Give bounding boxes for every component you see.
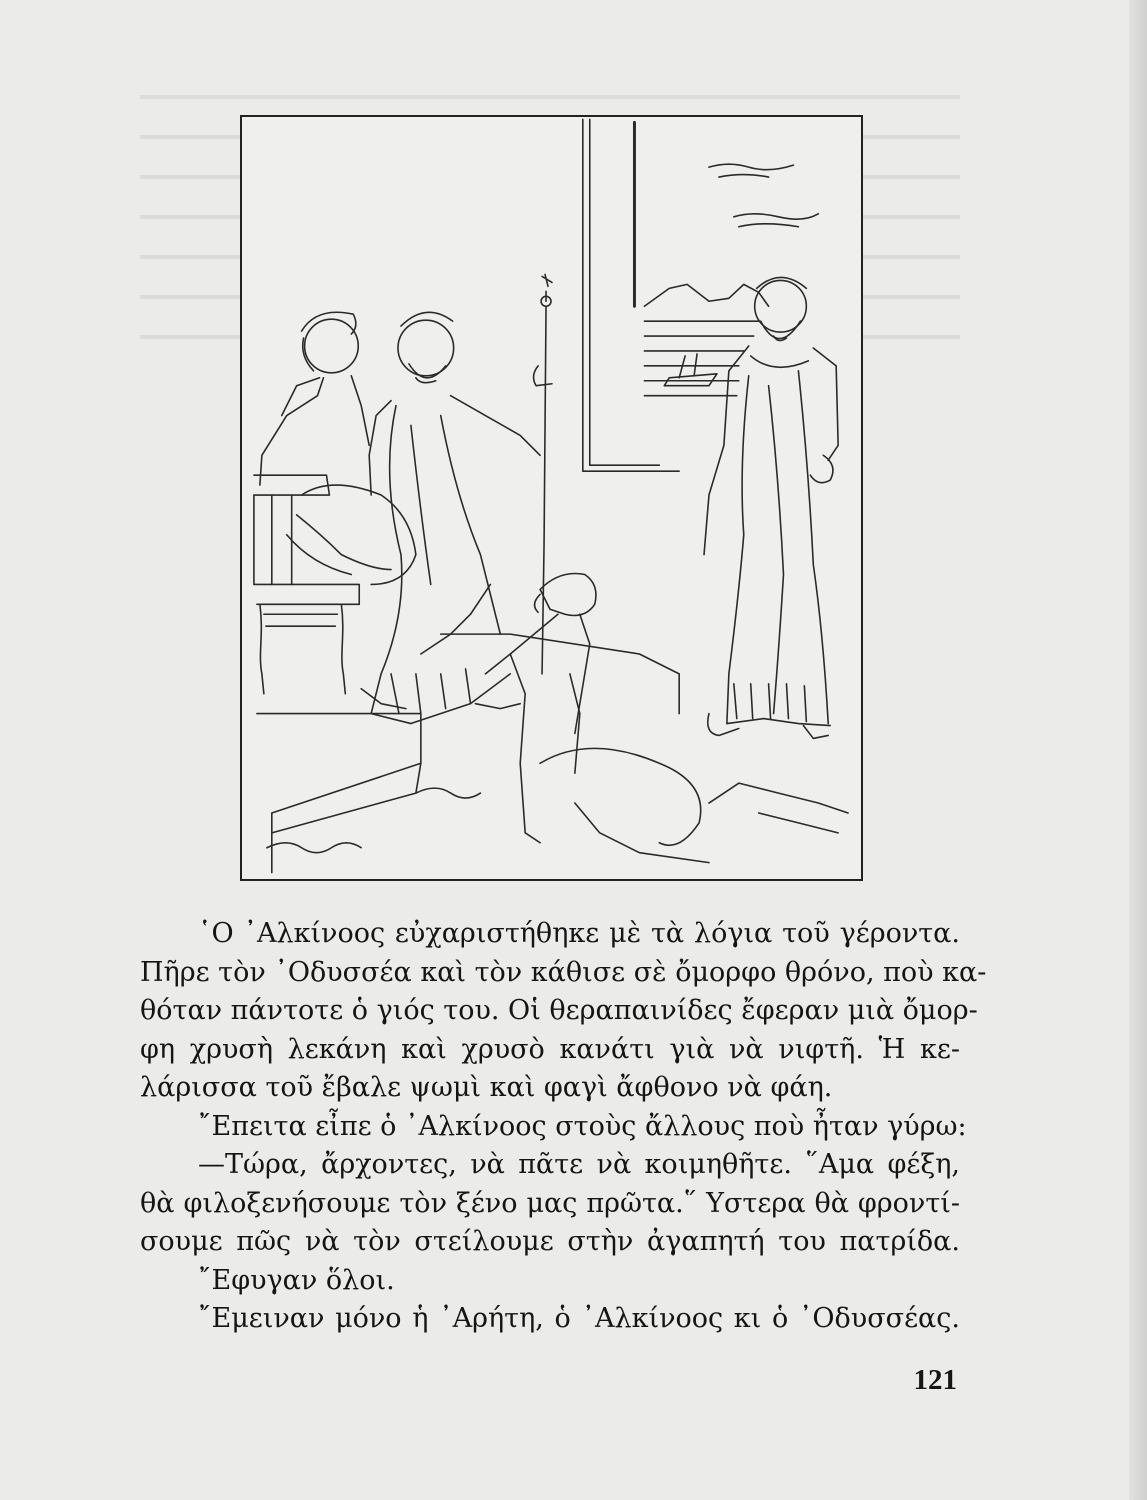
text-line: θὰ φιλοξενήσουμε τὸν ξένο μας πρῶτα.῞ Υστερα θὰ φροντί- <box>140 1187 960 1219</box>
text-line: σουμε πῶς νὰ τὸν στείλουμε στὴν ἀγαπητή του πατρίδα. <box>140 1226 960 1257</box>
text-line: θόταν πάντοτε ὁ γιός του. Οἱ θεραπαινίδες ἔφεραν μιὰ ὄμορ- <box>140 995 978 1026</box>
text-line: λάρισσα τοῦ ἔβαλε ψωμὶ καὶ φαγὶ ἄφθονο νὰ φάη. <box>140 1072 833 1103</box>
page-number: 121 <box>913 1364 957 1396</box>
illustration-drawing <box>242 117 861 879</box>
text-line: ῎Επειτα εἶπε ὁ ᾿Αλκίνοος στοὺς ἄλλους ποὺ ἦταν γύρω: <box>198 1110 967 1142</box>
body-text <box>140 915 987 1339</box>
text-line: φη χρυσὴ λεκάνη καὶ χρυσὸ κανάτι γιὰ νὰ νιφτῆ. Ἡ κε- <box>140 1033 960 1065</box>
text-line: ῎Εφυγαν ὅλοι. <box>198 1264 395 1296</box>
page-edge <box>1129 0 1147 1500</box>
text-line: Πῆρε τὸν ᾿Οδυσσέα καὶ τὸν κάθισε σὲ ὄμορφο θρόνο, ποὺ κα- <box>140 956 987 988</box>
counsellor-figure <box>704 277 838 738</box>
text-line: ῎Εμειναν μόνο ἡ ᾿Αρήτη, ὁ ᾿Αλκίνοος κι ὁ ᾿Οδυσσέας. <box>198 1303 960 1334</box>
window <box>583 119 818 471</box>
dais <box>257 634 679 872</box>
queen-figure <box>260 312 416 584</box>
illustration <box>240 115 863 881</box>
odysseus-figure <box>421 574 848 863</box>
staff <box>534 274 552 673</box>
text-line: ῾Ο ᾿Αλκίνοος εὐχαριστήθηκε μὲ τὰ λόγια τοῦ γέροντα. <box>198 918 960 949</box>
throne <box>254 475 359 694</box>
text-line: —Τώρα, ἄρχοντες, νὰ πᾶτε νὰ κοιμηθῆτε. ῞Αμα φέξη, <box>198 1149 960 1180</box>
